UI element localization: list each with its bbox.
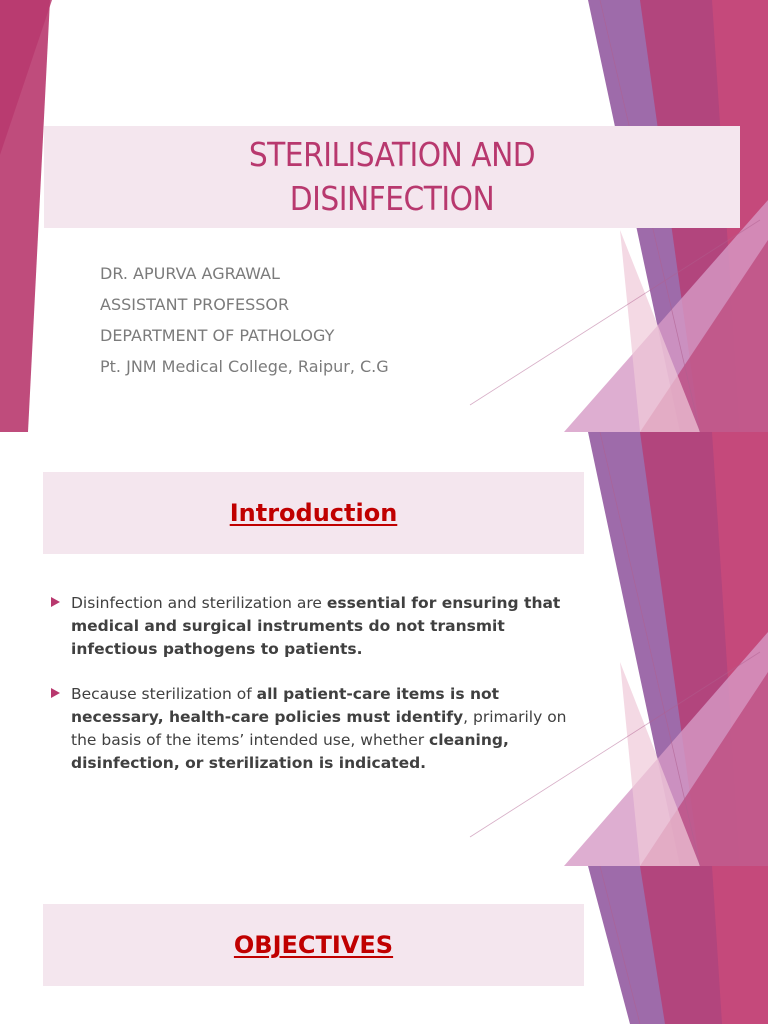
department: DEPARTMENT OF PATHOLOGY: [100, 326, 335, 345]
institution: Pt. JNM Medical College, Raipur, C.G: [100, 357, 389, 376]
heading-box: [43, 904, 584, 986]
text-segment: , primarily on the basis of the items’ intended use, whether: [71, 708, 567, 749]
author-name: DR. APURVA AGRAWAL: [100, 264, 280, 283]
text-segment: Disinfection and sterilization are: [71, 594, 327, 612]
text-segment-bold: essential for ensuring that medical and surgical instruments do not transmit infectious pathogens to patients.: [71, 594, 561, 658]
triangle-bullet-icon: [51, 597, 60, 607]
slide-heading: Introduction: [229, 499, 398, 527]
text-segment: Because sterilization of: [71, 685, 257, 703]
slide-heading: OBJECTIVES: [233, 931, 394, 959]
subtitle-block: [100, 258, 389, 382]
bullet-text: [71, 592, 589, 661]
bullet-list: [49, 592, 589, 797]
introduction-slide: [0, 432, 768, 866]
title-line-1: STERILISATION AND: [248, 135, 536, 174]
triangle-bullet-icon: [51, 688, 60, 698]
author-title: ASSISTANT PROFESSOR: [100, 295, 290, 314]
text-segment-bold: all patient-care items is not necessary, health-care policies must identify: [71, 685, 500, 726]
title-line-2: DISINFECTION: [289, 179, 495, 218]
objectives-slide: [0, 866, 768, 1024]
heading-box: [43, 472, 584, 554]
title-slide: [0, 0, 768, 432]
bullet-text: [71, 683, 589, 775]
bullet-item: [49, 592, 589, 661]
bullet-item: [49, 683, 589, 775]
text-segment-bold: cleaning, disinfection, or sterilization is indicated.: [71, 731, 509, 772]
title-box: [44, 126, 740, 228]
